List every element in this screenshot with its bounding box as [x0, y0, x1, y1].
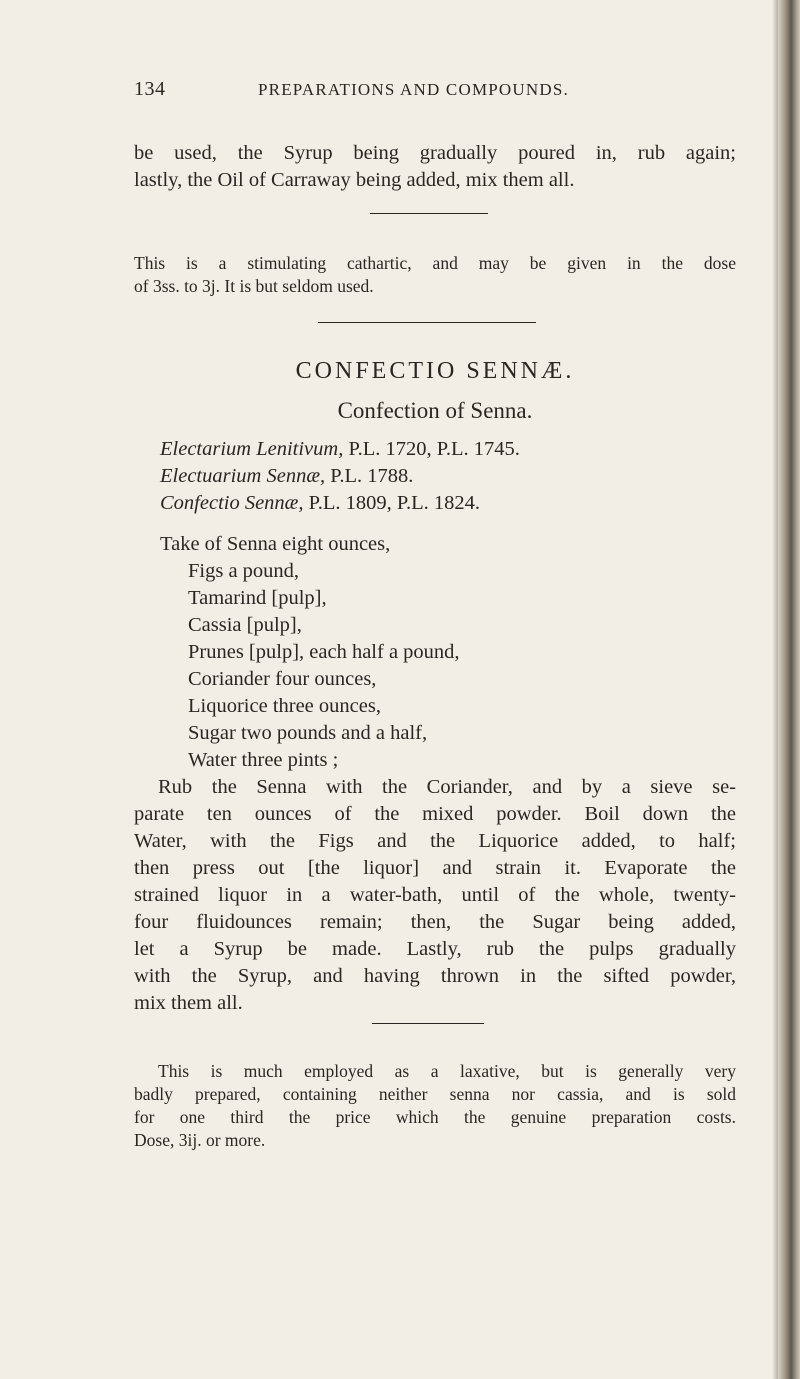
ingredient-item: Coriander four ounces, [188, 668, 377, 690]
ingredient-item: Sugar two pounds and a half, [188, 722, 428, 744]
text-line: lastly, the Oil of Carraway being added, mix them all. [134, 169, 575, 191]
text-line: let a Syrup be made. Lastly, rub the pulps gradually [134, 938, 736, 960]
running-head: PREPARATIONS AND COMPOUNDS. [258, 80, 569, 99]
note-paragraph [134, 252, 736, 298]
text-line: Rub the Senna with the Coriander, and by a sieve se- [158, 776, 736, 798]
synonym-name: Electuarium Sennæ, [160, 465, 326, 487]
text-line: be used, the Syrup being gradually poured in, rub again; [134, 142, 736, 164]
text-line: This is much employed as a laxative, but is generally very [158, 1061, 736, 1081]
ingredient-item: Cassia [pulp], [188, 614, 302, 636]
page-number: 134 [134, 78, 166, 100]
text-line: strained liquor in a water-bath, until of the whole, twenty- [134, 884, 736, 906]
text-line: badly prepared, containing neither senna nor cassia, and is sold [134, 1084, 736, 1104]
text-line: of 3ss. to 3j. It is but seldom used. [134, 276, 374, 296]
section-title: CONFECTIO SENNÆ. [295, 358, 575, 384]
directions-paragraph [134, 774, 736, 1017]
page-edge [778, 0, 800, 1379]
ingredient-item: Tamarind [pulp], [188, 587, 327, 609]
text-line: Water, with the Figs and the Liquorice added, to half; [134, 830, 736, 852]
text-line: then press out [the liquor] and strain it. Evaporate the [134, 857, 736, 879]
synonym-line [160, 463, 413, 490]
text-line: This is a stimulating cathartic, and may be given in the dose [134, 253, 736, 273]
text-line: mix them all. [134, 992, 243, 1014]
ingredient-item: Figs a pound, [188, 560, 300, 582]
ingredient-item: Water three pints ; [188, 749, 339, 771]
synonym-name: Confectio Sennæ, [160, 492, 304, 514]
synonym-refs: P.L. 1809, P.L. 1824. [303, 492, 481, 514]
intro-paragraph [134, 140, 736, 194]
text-line: parate ten ounces of the mixed powder. Boil down the [134, 803, 736, 825]
text-line: four fluidounces remain; then, the Sugar being added, [134, 911, 736, 933]
text-line: Dose, 3ij. or more. [134, 1130, 266, 1150]
text-line: with the Syrup, and having thrown in the sifted powder, [134, 965, 736, 987]
divider-short [372, 1023, 484, 1024]
synonym-refs: P.L. 1788. [325, 465, 414, 487]
recipe-intro: Take of Senna eight ounces, [160, 533, 391, 555]
text-line: for one third the price which the genuine preparation costs. [134, 1107, 736, 1127]
synonym-line [160, 490, 480, 517]
ingredient-item: Liquorice three ounces, [188, 695, 381, 717]
synonym-line [160, 436, 520, 463]
section-subtitle: Confection of Senna. [337, 398, 533, 423]
page-header [134, 78, 734, 106]
note-paragraph [134, 1060, 736, 1152]
ingredient-item: Prunes [pulp], each half a pound, [188, 641, 460, 663]
divider-short [370, 213, 488, 214]
synonym-name: Electarium Lenitivum, [160, 438, 344, 460]
synonym-refs: P.L. 1720, P.L. 1745. [343, 438, 520, 460]
divider-long [318, 322, 536, 323]
